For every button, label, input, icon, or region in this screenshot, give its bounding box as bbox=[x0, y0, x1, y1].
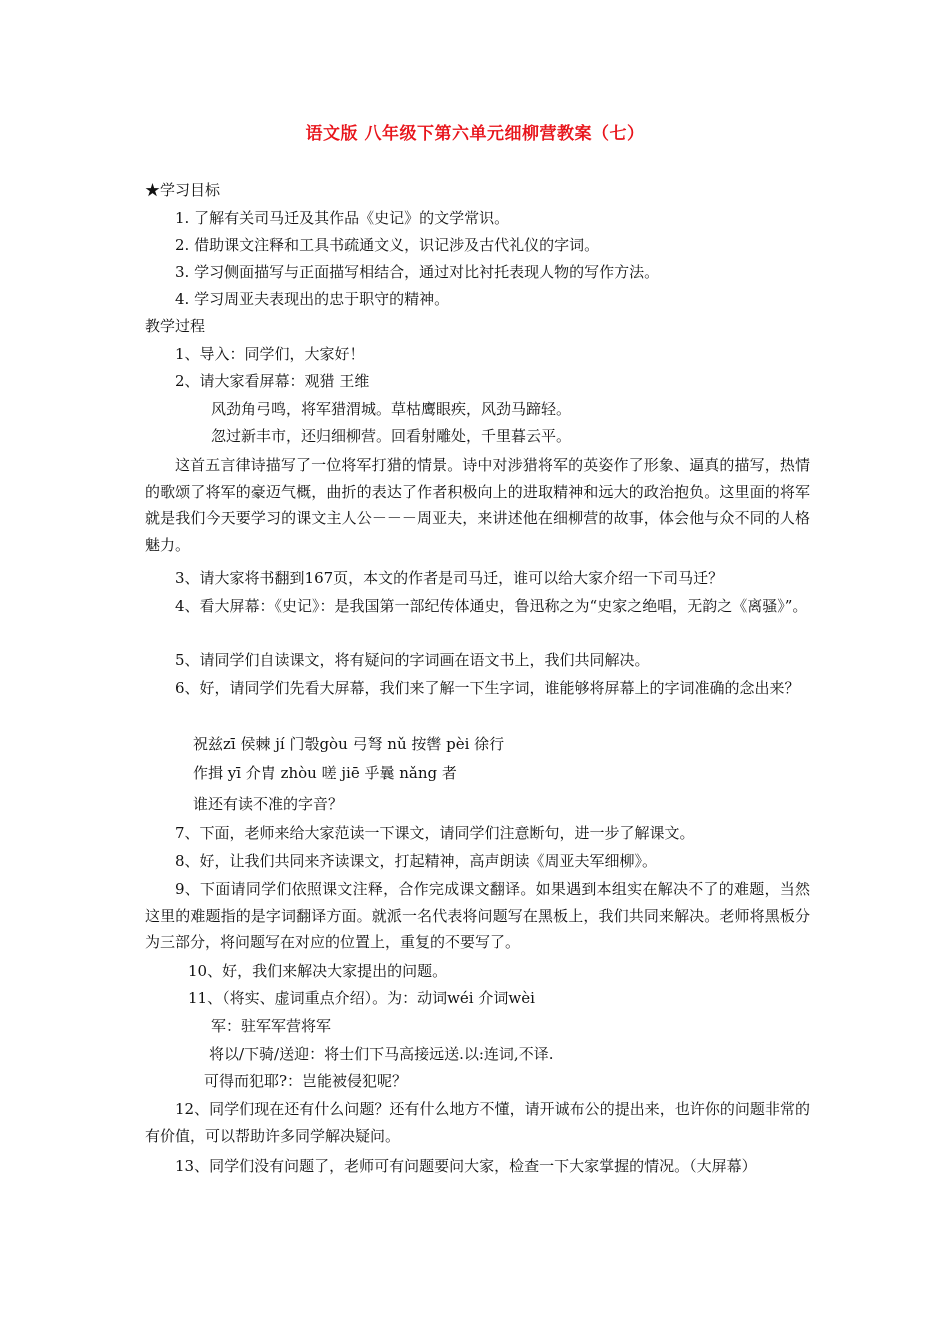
process-heading: 教学过程 bbox=[145, 317, 206, 335]
step-2: 2、请大家看屏幕：观猎 王维 bbox=[175, 372, 370, 390]
vocab-question: 谁还有读不准的字音？ bbox=[193, 795, 344, 813]
objective-item: 3. 学习侧面描写与正面描写相结合，通过对比衬托表现人物的写作方法。 bbox=[175, 263, 660, 281]
step-9: 9、下面请同学们依照课文注释，合作完成课文翻译。如果遇到本组实在解决不了的难题，当然这里的难题指的是字词翻译方面。就派一名代表将问题写在黑板上，我们共同来解决。老师将黑板分为三部分，将问题写在对应的位置上，重复的不要写了。 bbox=[145, 880, 810, 952]
vocab-line: 祝兹zī 侯棘 jí 门彀gòu 弓弩 nǔ 按辔 pèi 徐行 bbox=[193, 735, 505, 753]
objective-item: 2. 借助课文注释和工具书疏通文义，识记涉及古代礼仪的字词。 bbox=[175, 236, 600, 254]
vocab-line: 作揖 yī 介胄 zhòu 嗟 jiē 乎曩 nǎng 者 bbox=[193, 764, 457, 782]
step-11: 11、（将实、虚词重点介绍）。为：动词wéi 介词wèi bbox=[188, 989, 535, 1007]
note-line: 军：驻军军营将军 bbox=[211, 1017, 332, 1035]
poem-analysis: 这首五言律诗描写了一位将军打猎的情景。诗中对涉猎将军的英姿作了形象、逼真的描写，热情的歌颂了将军的豪迈气概，曲折的表达了作者积极向上的进取精神和远大的政治抱负。这里面的将军就是我们今天要学习的课文主人公－－－周亚夫，来讲述他在细柳营的故事，体会他与众不同的人格魅力。 bbox=[145, 456, 810, 555]
objectives-heading: ★学习目标 bbox=[145, 181, 221, 199]
objective-item: 1. 了解有关司马迁及其作品《史记》的文学常识。 bbox=[175, 209, 510, 227]
document-title: 语文版 八年级下第六单元细柳营教案（七） bbox=[305, 124, 645, 144]
objective-item: 4. 学习周亚夫表现出的忠于职守的精神。 bbox=[175, 290, 450, 308]
poem-line: 风劲角弓鸣，将军猎渭城。草枯鹰眼疾，风劲马蹄轻。 bbox=[211, 400, 572, 418]
step-7: 7、下面，老师来给大家范读一下课文，请同学们注意断句，进一步了解课文。 bbox=[175, 824, 695, 842]
step-5: 5、请同学们自读课文，将有疑问的字词画在语文书上，我们共同解决。 bbox=[175, 651, 650, 669]
step-4: 4、看大屏幕：《史记》：是我国第一部纪传体通史，鲁迅称之为“史家之绝唱，无韵之《离骚》”。 bbox=[175, 597, 808, 615]
step-3: 3、请大家将书翻到167页，本文的作者是司马迁，谁可以给大家介绍一下司马迁？ bbox=[175, 569, 724, 587]
step-6: 6、好，请同学们先看大屏幕，我们来了解一下生字词，谁能够将屏幕上的字词准确的念出来？ bbox=[175, 679, 800, 697]
poem-line: 忽过新丰市，还归细柳营。回看射雕处，千里暮云平。 bbox=[211, 427, 572, 445]
step-13: 13、同学们没有问题了，老师可有问题要问大家，检查一下大家掌握的情况。（大屏幕） bbox=[175, 1157, 757, 1175]
step-10: 10、好，我们来解决大家提出的问题。 bbox=[188, 962, 448, 980]
step-1: 1、导入：同学们，大家好！ bbox=[175, 345, 365, 363]
note-line: 将以/下骑/送迎：将士们下马高接远送.以:连词,不译. bbox=[209, 1045, 554, 1063]
step-12: 12、同学们现在还有什么问题？还有什么地方不懂，请开诚布公的提出来，也许你的问题非常的有价值，可以帮助许多同学解决疑问。 bbox=[145, 1100, 810, 1145]
step-8: 8、好，让我们共同来齐读课文，打起精神，高声朗读《周亚夫军细柳》。 bbox=[175, 852, 658, 870]
note-line: 可得而犯耶?：岂能被侵犯呢？ bbox=[204, 1072, 408, 1090]
